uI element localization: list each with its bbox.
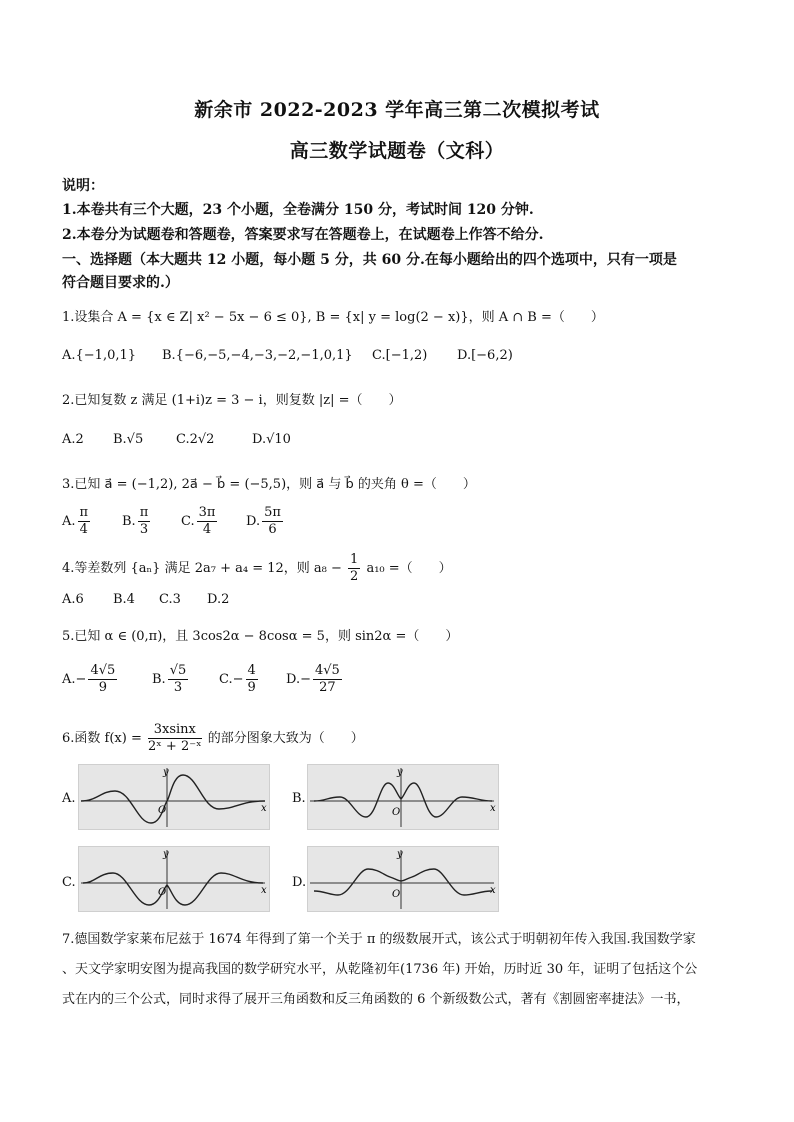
- origin-label: O: [158, 887, 167, 898]
- y-axis-label: y: [397, 767, 403, 778]
- question-6-graph-a: [78, 764, 270, 830]
- y-axis-label: y: [163, 849, 169, 860]
- fraction-denominator: 6: [268, 522, 277, 537]
- question-5-option-a: [62, 663, 119, 696]
- question-1-option-a: A.{−1,0,1}: [62, 348, 137, 363]
- origin-label: O: [158, 805, 167, 816]
- question-6-option-d-label: D.: [292, 875, 307, 890]
- question-4-stem-part-b: a₁₀ =（ ）: [366, 561, 452, 576]
- notes-label: 说明：: [62, 178, 104, 194]
- fraction-denominator: 4: [79, 522, 88, 537]
- fraction-numerator: π: [79, 505, 89, 520]
- question-4-option-d: D.2: [207, 592, 230, 607]
- function-curve-a: [81, 775, 265, 823]
- fraction-numerator: 3xsinx: [148, 722, 202, 739]
- fraction-numerator: π: [139, 505, 149, 520]
- option-label: D.: [246, 514, 261, 529]
- question-6-option-c-label: C.: [62, 875, 76, 890]
- question-1-option-c: C.[−1,2): [372, 348, 428, 363]
- origin-label: O: [392, 889, 401, 900]
- option-label: C.: [219, 672, 233, 687]
- question-4-stem-part-a: 4.等差数列 {aₙ} 满足 2a₇ + a₄ = 12，则 a₈ −: [62, 561, 342, 576]
- fraction-denominator: 9: [247, 680, 256, 695]
- question-5-option-d: [286, 663, 344, 696]
- question-1-stem: 1.设集合 A = {x ∈ Z| x² − 5x − 6 ≤ 0}, B = {x| y = log(2 − x)}，则 A ∩ B =（ ）: [62, 310, 604, 325]
- fraction-numerator: 4: [247, 663, 256, 678]
- note-item-2: 2.本卷分为试题卷和答题卷，答案要求写在答题卷上，在试题卷上作答不给分.: [62, 227, 544, 243]
- fraction-numerator: 1: [350, 552, 359, 567]
- option-label: B.: [122, 514, 136, 529]
- question-6-stem-part-a: 6.函数 f(x) =: [62, 731, 142, 746]
- question-3-option-a: [62, 505, 92, 538]
- graph-c-svg: [79, 847, 269, 911]
- note-item-1: 1.本卷共有三个大题，23 个小题，全卷满分 150 分，考试时间 120 分钟.: [62, 202, 534, 218]
- y-axis-label: y: [163, 767, 169, 778]
- question-7-line-2: 、天文学家明安图为提高我国的数学研究水平，从乾隆初年(1736 年) 开始，历时近 30 年，证明了包括这个公: [62, 962, 698, 977]
- question-4-option-a: A.6: [62, 592, 84, 607]
- question-6-option-b-label: B.: [292, 791, 306, 806]
- fraction-denominator: 9: [98, 680, 107, 695]
- section1-heading-line1: 一、选择题（本大题共 12 小题，每小题 5 分，共 60 分.在每小题给出的四个选项中，只有一项是: [62, 252, 677, 268]
- question-3-option-d: [246, 505, 285, 538]
- y-axis-label: y: [397, 849, 403, 860]
- question-6-graph-c: [78, 846, 270, 912]
- question-7-line-1: 7.德国数学家莱布尼兹于 1674 年得到了第一个关于 π 的级数展开式，该公式于明朝初年传入我国.我国数学家: [62, 932, 696, 947]
- question-1-option-d: D.[−6,2): [457, 348, 513, 363]
- fraction-denominator: 3: [139, 522, 149, 537]
- question-2-stem: 2.已知复数 z 满足 (1+i)z = 3 − i，则复数 |z| =（ ）: [62, 393, 402, 408]
- option-label: A.: [62, 672, 76, 687]
- x-axis-label: x: [490, 803, 496, 814]
- fraction-denominator: 2: [350, 569, 359, 584]
- option-sign: −: [232, 672, 244, 687]
- question-6-graph-d: [307, 846, 499, 912]
- graph-a-svg: [79, 765, 269, 829]
- question-1-option-b: B.{−6,−5,−4,−3,−2,−1,0,1}: [162, 348, 353, 363]
- fraction-denominator: 4: [202, 522, 212, 537]
- exam-subtitle: 高三数学试题卷（文科）: [289, 140, 505, 162]
- graph-d-svg: [308, 847, 498, 911]
- question-6-graph-b: [307, 764, 499, 830]
- fraction-numerator: 3π: [198, 505, 216, 520]
- question-5-option-b: [152, 663, 190, 696]
- x-axis-label: x: [261, 885, 267, 896]
- question-6-stem-part-b: 的部分图象大致为（ ）: [207, 731, 364, 746]
- origin-label: O: [392, 807, 401, 818]
- question-3-option-b: [122, 505, 152, 538]
- fraction-denominator: 3: [173, 680, 183, 695]
- question-5-option-c: [219, 663, 260, 696]
- x-axis-label: x: [261, 803, 267, 814]
- function-curve-b: [314, 783, 492, 817]
- section1-heading-line2: 符合题目要求的.）: [62, 275, 179, 291]
- function-curve-c: [83, 873, 263, 905]
- question-2-option-c: C.2√2: [176, 432, 215, 447]
- fraction-numerator: 5π: [264, 505, 281, 520]
- graph-b-svg: [308, 765, 498, 829]
- option-label: D.: [286, 672, 301, 687]
- fraction-denominator: 27: [319, 680, 336, 695]
- question-4-stem: [62, 552, 742, 585]
- question-2-option-a: A.2: [62, 432, 84, 447]
- x-axis-label: x: [490, 885, 496, 896]
- option-label: C.: [181, 514, 195, 529]
- question-2-option-d: D.√10: [252, 432, 291, 447]
- question-3-stem: 3.已知 a⃗ = (−1,2), 2a⃗ − b⃗ = (−5,5)，则 a⃗ 与 b⃗ 的夹角 θ =（ ）: [62, 477, 476, 492]
- option-sign: −: [300, 672, 311, 687]
- question-4-option-c: C.3: [159, 592, 181, 607]
- question-6-stem: [62, 722, 742, 755]
- question-5-stem: 5.已知 α ∈ (0,π)，且 3cos2α − 8cosα = 5，则 sin2α =（ ）: [62, 629, 459, 644]
- question-3-option-c: [181, 505, 219, 538]
- exam-title: 新余市 2022-2023 学年高三第二次模拟考试: [194, 99, 600, 121]
- question-7-paragraph: [62, 925, 742, 1015]
- question-6-option-a-label: A.: [62, 791, 76, 806]
- question-7-line-3: 式在内的三个公式，同时求得了展开三角函数和反三角函数的 6 个新级数公式，著有《割圆密率捷法》一书，: [62, 992, 690, 1007]
- function-curve-d: [314, 869, 492, 895]
- fraction-numerator: 4√5: [315, 663, 340, 678]
- fraction-numerator: 4√5: [90, 663, 116, 678]
- question-4-option-b: B.4: [113, 592, 135, 607]
- fraction-numerator: √5: [169, 663, 187, 678]
- question-2-option-b: B.√5: [113, 432, 144, 447]
- option-label: A.: [62, 514, 76, 529]
- option-sign: −: [75, 672, 87, 687]
- option-label: B.: [152, 672, 166, 687]
- fraction-denominator: 2ˣ + 2⁻ˣ: [148, 739, 202, 754]
